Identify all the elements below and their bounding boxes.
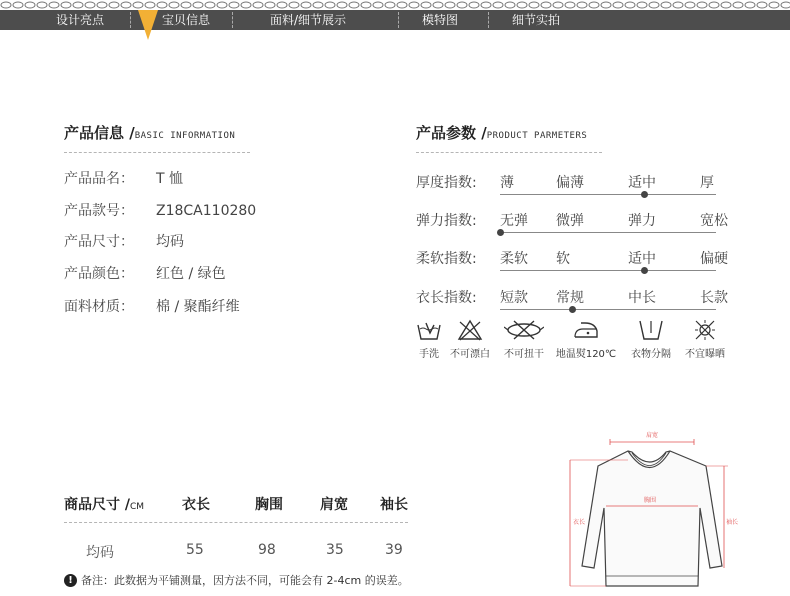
param-label: 弹力指数: [416,213,477,229]
size-table-title: 商品尺寸 /CM [64,497,145,513]
param-option: 软 [556,251,570,267]
care-label: 地温熨120℃ [555,349,617,360]
product-info-title: 产品信息 /BASIC INFORMATION [64,124,236,142]
care-no-wring [500,318,548,360]
nav-item-design[interactable]: 设计亮点 [56,13,105,27]
param-option: 常规 [556,290,584,306]
size-cell-sleeve: 39 [385,542,403,558]
param-scale-line [500,309,716,310]
nav-item-product-info[interactable]: 宝贝信息 [162,13,211,27]
active-nav-pointer [138,10,158,40]
param-option: 厚 [700,175,714,191]
care-label: 不可漂白 [450,349,490,360]
info-row-material: 面料材质： 棉 / 聚酯纤维 [64,299,240,315]
sleeve-label: 袖长 [726,519,739,526]
chest-label: 胸围 [644,497,657,504]
no-sun-icon [693,319,717,341]
param-option: 微弹 [556,213,584,229]
param-option: 中长 [628,290,656,306]
param-option: 适中 [628,175,656,191]
divider [64,522,408,523]
size-cell-chest: 98 [258,542,276,558]
measurement-note [64,572,409,588]
no-wring-icon [504,319,544,341]
shoulder-label: 肩宽 [646,432,659,439]
care-label: 不宜曝晒 [685,349,725,360]
care-label: 不可扭干 [504,349,544,360]
care-no-sun [680,318,730,360]
param-option: 宽松 [700,213,728,229]
param-selected-dot [497,229,504,236]
param-option: 偏薄 [556,175,584,191]
param-option: 无弹 [500,213,528,229]
exclamation-icon: ! [64,574,77,587]
care-iron-low [554,318,618,360]
size-header-length: 衣长 [182,497,210,513]
size-cell-shoulder: 35 [326,542,344,558]
chain-border [0,0,790,10]
size-header-sleeve: 袖长 [380,497,408,513]
info-row-style-number: 产品款号： Z18CA110280 [64,203,257,219]
product-params-title: 产品参数 /PRODUCT PARMETERS [416,124,588,142]
param-option: 长款 [700,290,728,306]
note-text: 备注：此数据为平铺测量，因方法不同，可能会有 2-4cm 的误差。 [81,574,409,587]
iron-low-icon [571,319,601,341]
hand-wash-icon [416,319,442,341]
param-scale-line [500,270,716,271]
size-header-chest: 胸围 [255,497,283,513]
param-label: 柔软指数: [416,251,477,267]
info-row-size: 产品尺寸： 均码 [64,234,184,250]
length-label: 衣长 [573,519,586,526]
param-option: 弹力 [628,213,656,229]
size-header-shoulder: 肩宽 [320,497,348,513]
param-label: 厚度指数: [416,175,477,191]
param-selected-dot [641,267,648,274]
top-nav [0,10,790,30]
info-row-color: 产品颜色： 红色 / 绿色 [64,266,226,282]
param-label: 衣长指数: [416,290,477,306]
care-hand-wash [412,318,446,360]
nav-item-model[interactable]: 模特图 [422,13,459,27]
param-option: 薄 [500,175,514,191]
nav-separator [488,12,489,28]
param-option: 偏硬 [700,251,728,267]
shirt-illustration [566,426,746,596]
param-option: 短款 [500,290,528,306]
param-scale-line [500,232,716,233]
shirt-diagram [566,426,746,596]
nav-item-fabric-detail[interactable]: 面料/细节展示 [270,13,347,27]
divider [416,152,602,153]
size-cell-length: 55 [186,542,204,558]
care-no-bleach [444,318,496,360]
nav-separator [398,12,399,28]
info-row-name: 产品品名： T 恤 [64,171,184,187]
size-cell-size: 均码 [86,545,114,561]
param-selected-dot [569,306,576,313]
nav-separator [130,12,131,28]
param-selected-dot [641,191,648,198]
param-scale-line [500,194,716,195]
care-label: 衣物分隔 [631,349,671,360]
nav-item-detail-photos[interactable]: 细节实拍 [512,13,561,27]
care-label: 手洗 [419,349,439,360]
param-option: 适中 [628,251,656,267]
no-bleach-icon [457,319,483,341]
wash-separately-icon [638,319,664,341]
nav-separator [232,12,233,28]
divider [64,152,250,153]
param-option: 柔软 [500,251,528,267]
care-wash-separately [626,318,676,360]
